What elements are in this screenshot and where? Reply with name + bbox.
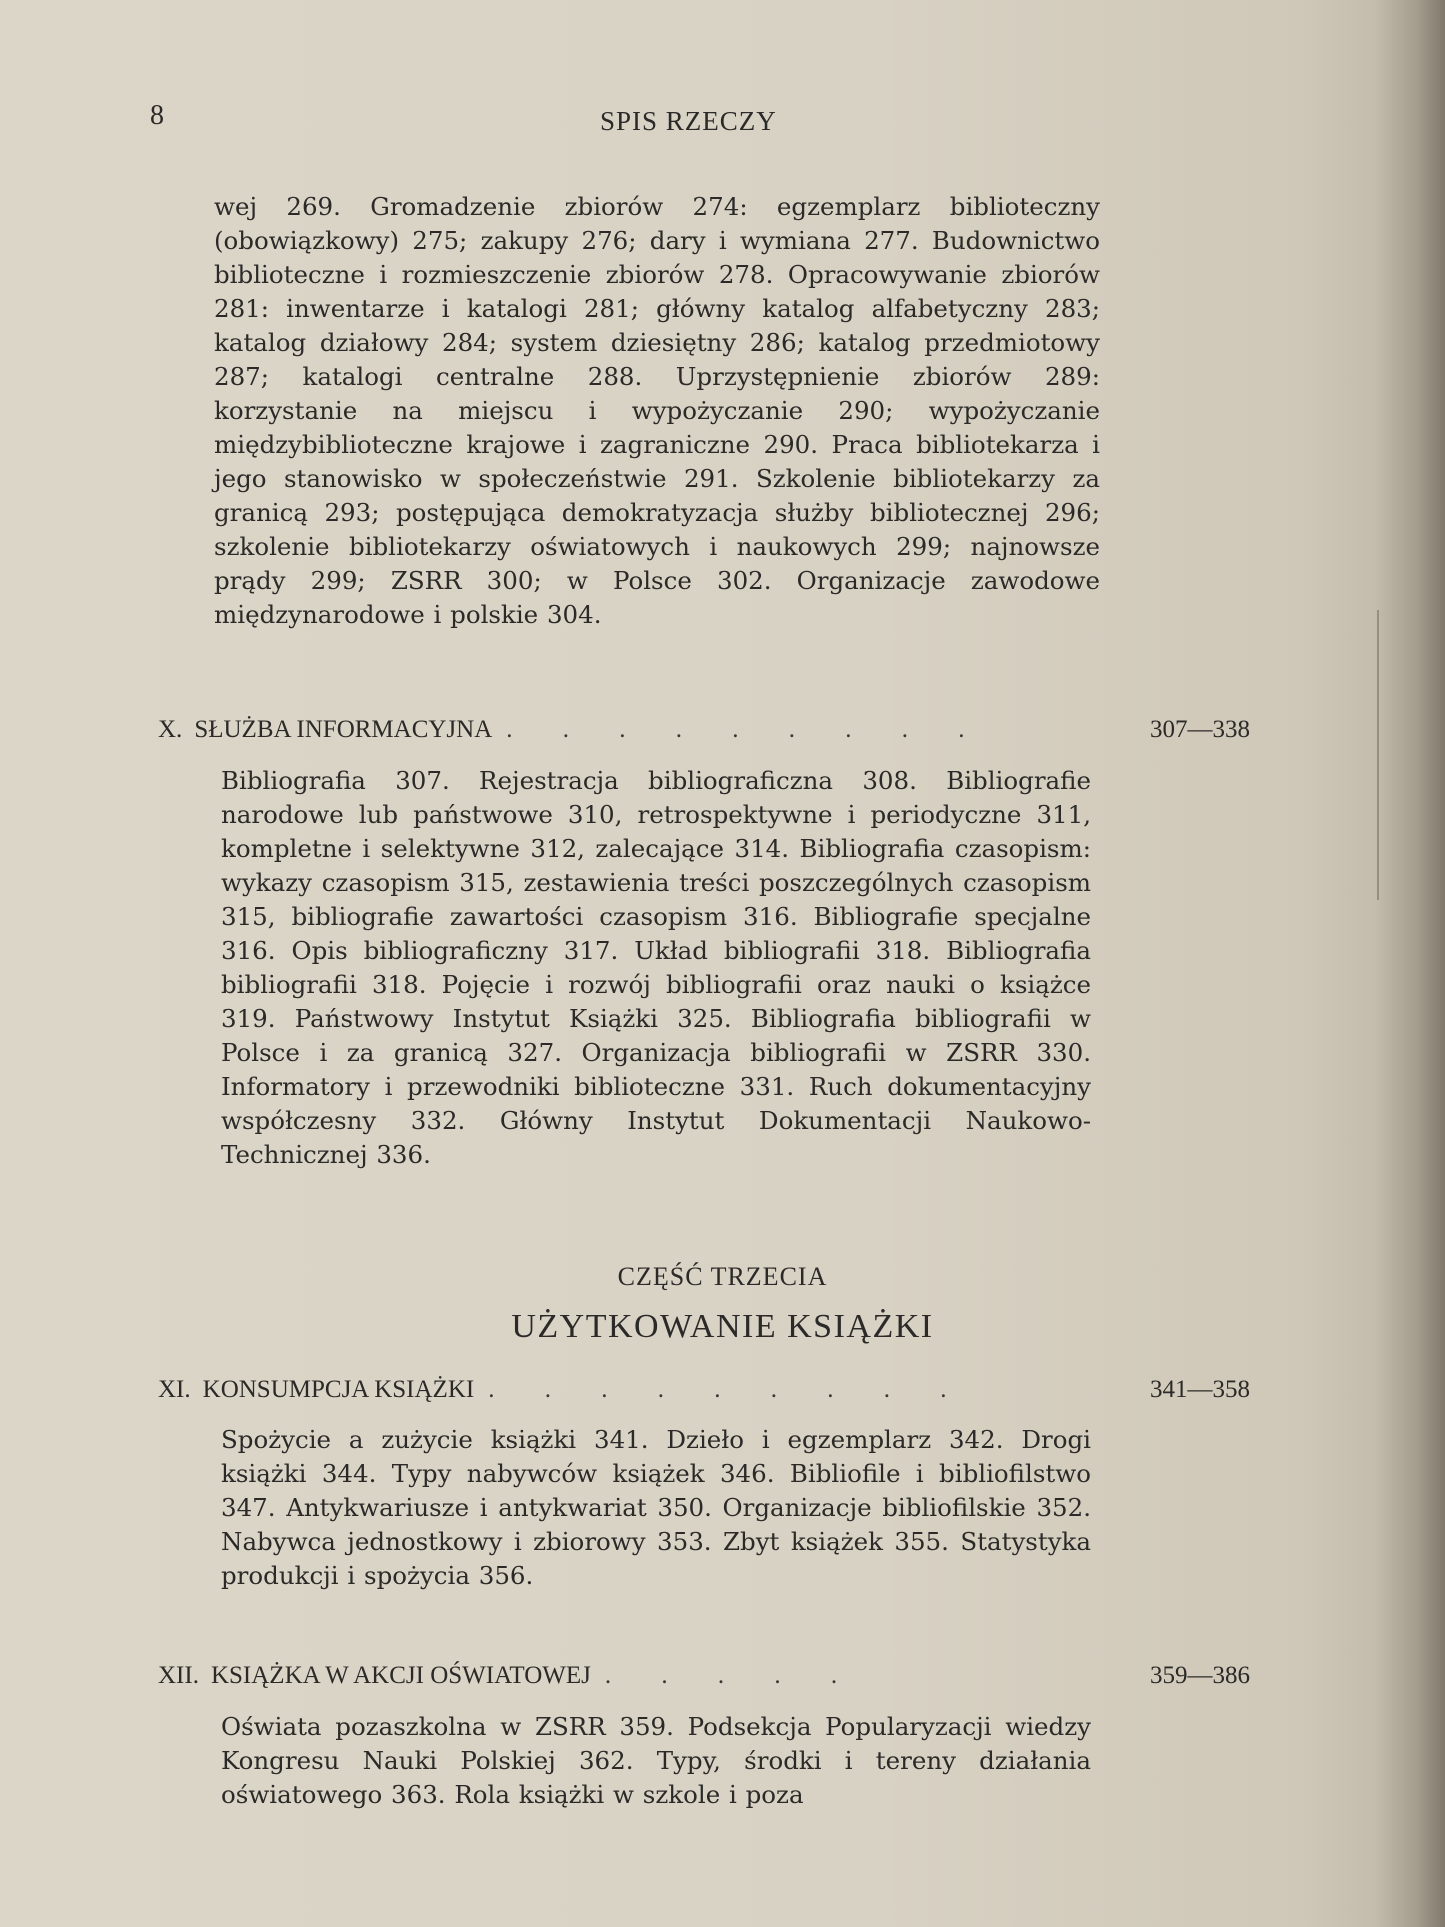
chapter-number: XI.: [158, 1376, 191, 1403]
dot-leader: . . . . . . . . .: [506, 716, 987, 743]
chapter-pages: 359—386: [1150, 1662, 1250, 1689]
chapter-entry-x: [158, 716, 1250, 744]
chapter-description: Spożycie a zużycie książki 341. Dzieło i egzemplarz 342. Drogi książki 344. Typy nabywców książek 346. Bibliofile i bibliofilstwo 347. Antykwariusze i antykwariat 350. Organizacje bibliofilskie 352. Nabywca jednostkowy i zbiorowy 353. Zbyt książek 355. Statystyka produkcji i spożycia 356.: [221, 1425, 1091, 1590]
page-fold-shadow: [1375, 0, 1445, 1927]
page-number: 8: [150, 100, 164, 131]
intro-paragraph: wej 269. Gromadzenie zbiorów 274: egzemplarz biblioteczny (obowiązkowy) 275; zakupy 276; dary i wymiana 277. Budownictwo biblioteczne i rozmieszczenie zbiorów 278. Opracowywanie zbiorów 281: inwentarze i katalogi 281; główny katalog alfabetyczny 283; katalog działowy 284; system dziesiętny 286; katalog przedmiotowy 287; katalogi centralne 288. Uprzystępnienie zbiorów 289: korzystanie na miejscu i wypożyczanie 290; wypożyczanie międzybiblioteczne krajowe i zagraniczne 290. Praca bibliotekarza i jego stanowisko w społeczeństwie 291. Szkolenie bibliotekarzy za granicą 293; postępująca demokratyzacja służby bibliotecznej 296; szkolenie bibliotekarzy oświatowych i naukowych 299; najnowsze prądy 299; ZSRR 300; w Polsce 302. Organizacje zawodowe międzynarodowe i polskie 304.: [214, 192, 1100, 629]
chapter-description: Bibliografia 307. Rejestracja bibliograficzna 308. Bibliografie narodowe lub państwowe 310, retrospektywne i periodyczne 311, kompletne i selektywne 312, zalecające 314. Bibliografia czasopism: wykazy czasopism 315, zestawienia treści poszczególnych czasopism 315, bibliografie zawartości czasopism 316. Bibliografie specjalne 316. Opis bibliograficzny 317. Układ bibliografii 318. Bibliografia bibliografii 318. Pojęcie i rozwój bibliografii oraz nauki o książce 319. Państwowy Instytut Książki 325. Bibliografia bibliografii w Polsce i za granicą 327. Organizacja bibliografii w ZSRR 330. Informatory i przewodniki biblioteczne 331. Ruch dokumentacyjny współczesny 332. Główny Instytut Dokumentacji Naukowo-Technicznej 336.: [221, 766, 1091, 1169]
chapter-title: SŁUŻBA INFORMACYJNA: [194, 716, 493, 743]
dot-leader: . . . . .: [604, 1662, 860, 1689]
chapter-entry-xi: [158, 1376, 1250, 1404]
chapter-number: XII.: [158, 1662, 199, 1689]
chapter-title: KSIĄŻKA W AKCJI OŚWIATOWEJ: [210, 1662, 591, 1689]
chapter-number: X.: [158, 716, 183, 743]
running-head: SPIS RZECZY: [600, 106, 777, 136]
part-title: UŻYTKOWANIE KSIĄŻKI: [511, 1308, 934, 1345]
chapter-title: KONSUMPCJA KSIĄŻKI: [202, 1376, 475, 1403]
chapter-pages: 307—338: [1150, 716, 1250, 743]
chapter-pages: 341—358: [1150, 1376, 1250, 1403]
chapter-entry-xii: [158, 1662, 1250, 1690]
part-label: CZĘŚĆ TRZECIA: [617, 1262, 828, 1291]
dot-leader: . . . . . . . . .: [488, 1376, 969, 1403]
chapter-description: Oświata pozaszkolna w ZSRR 359. Podsekcja Popularyzacji wiedzy Kongresu Nauki Polskiej 362. Typy, środki i tereny działania oświatowego 363. Rola książki w szkole i poza: [221, 1712, 1091, 1809]
paper-crease: [1377, 610, 1379, 900]
